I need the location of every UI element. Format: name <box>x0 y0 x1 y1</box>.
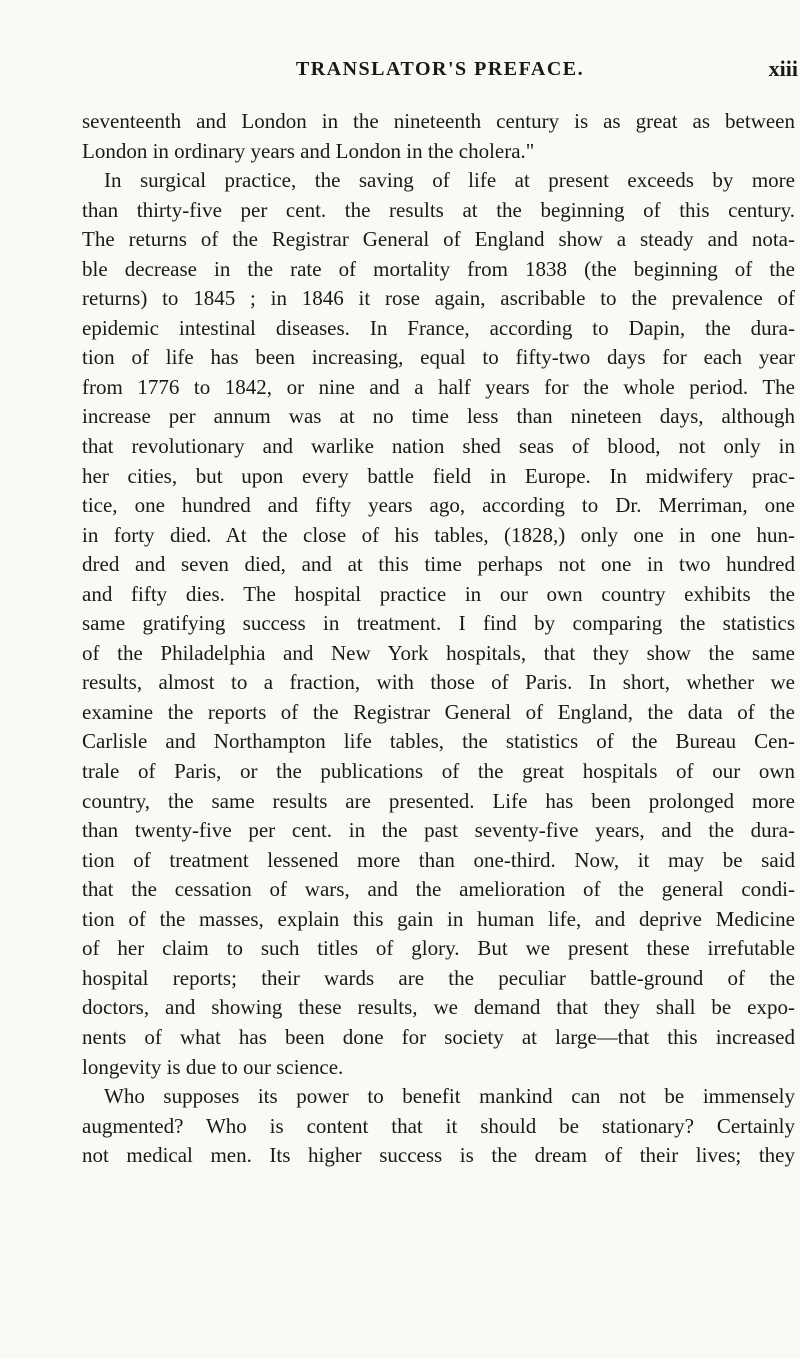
running-head: TRANSLATOR'S PREFACE. <box>295 58 585 80</box>
text-line: increase per annum was at no time less than nineteen days, although <box>82 404 795 429</box>
text-line: augmented? Who is content that it should be stationary? Certainly <box>82 1113 795 1138</box>
text-line: examine the reports of the Registrar General of England, the data of the <box>82 699 795 724</box>
text-line: than thirty-five per cent. the results at the beginning of this century. <box>82 197 795 222</box>
text-line: that the cessation of wars, and the amelioration of the general condi- <box>82 877 795 902</box>
text-line: returns) to 1845 ; in 1846 it rose again, ascribable to the prevalence of <box>82 286 795 311</box>
text-line: Carlisle and Northampton life tables, the statistics of the Bureau Cen- <box>82 729 795 754</box>
text-line: results, almost to a fraction, with those of Paris. In short, whether we <box>82 670 795 695</box>
body-text <box>82 107 795 1171</box>
text-line: longevity is due to our science. <box>82 1054 344 1079</box>
text-line: and fifty dies. The hospital practice in our own country exhibits the <box>82 581 795 606</box>
text-line: The returns of the Registrar General of England show a steady and nota- <box>82 227 795 252</box>
text-line: hospital reports; their wards are the peculiar battle-ground of the <box>82 965 795 990</box>
page-header <box>82 56 798 90</box>
text-line: tion of the masses, explain this gain in human life, and deprive Medicine <box>82 906 795 931</box>
text-line: tion of treatment lessened more than one-third. Now, it may be said <box>82 847 795 872</box>
text-line: tion of life has been increasing, equal to fifty-two days for each year <box>82 345 795 370</box>
text-line: dred and seven died, and at this time perhaps not one in two hundred <box>82 552 795 577</box>
text-line: than twenty-five per cent. in the past seventy-five years, and the dura- <box>82 818 795 843</box>
text-line: of the Philadelphia and New York hospitals, that they show the same <box>82 640 795 665</box>
text-line: that revolutionary and warlike nation shed seas of blood, not only in <box>82 434 795 459</box>
text-line: seventeenth and London in the nineteenth century is as great as between <box>82 109 795 133</box>
text-line: ble decrease in the rate of mortality from 1838 (the beginning of the <box>82 256 795 281</box>
text-line: her cities, but upon every battle field in Europe. In midwifery prac- <box>82 463 795 488</box>
text-line: In surgical practice, the saving of life at present exceeds by more <box>104 168 795 193</box>
text-line: same gratifying success in treatment. I find by comparing the statistics <box>82 611 795 636</box>
text-line: not medical men. Its higher success is the dream of their lives; they <box>82 1143 795 1168</box>
text-line: from 1776 to 1842, or nine and a half years for the whole period. The <box>82 374 795 399</box>
text-line: of her claim to such titles of glory. But we present these irrefutable <box>82 936 795 961</box>
text-line: doctors, and showing these results, we demand that they shall be expo- <box>82 995 795 1020</box>
text-line: nents of what has been done for society at large—that this increased <box>82 1024 795 1049</box>
text-line: country, the same results are presented. Life has been prolonged more <box>82 788 795 813</box>
text-line: epidemic intestinal diseases. In France, according to Dapin, the dura- <box>82 315 795 340</box>
text-line: tice, one hundred and fifty years ago, according to Dr. Merriman, one <box>82 493 795 518</box>
page-number: xiii <box>768 56 798 81</box>
text-line: trale of Paris, or the publications of the great hospitals of our own <box>82 759 795 784</box>
text-line: in forty died. At the close of his tables, (1828,) only one in one hun- <box>82 522 795 547</box>
text-line: London in ordinary years and London in the cholera." <box>82 138 535 163</box>
text-line: Who supposes its power to benefit mankind can not be immensely <box>104 1084 795 1109</box>
